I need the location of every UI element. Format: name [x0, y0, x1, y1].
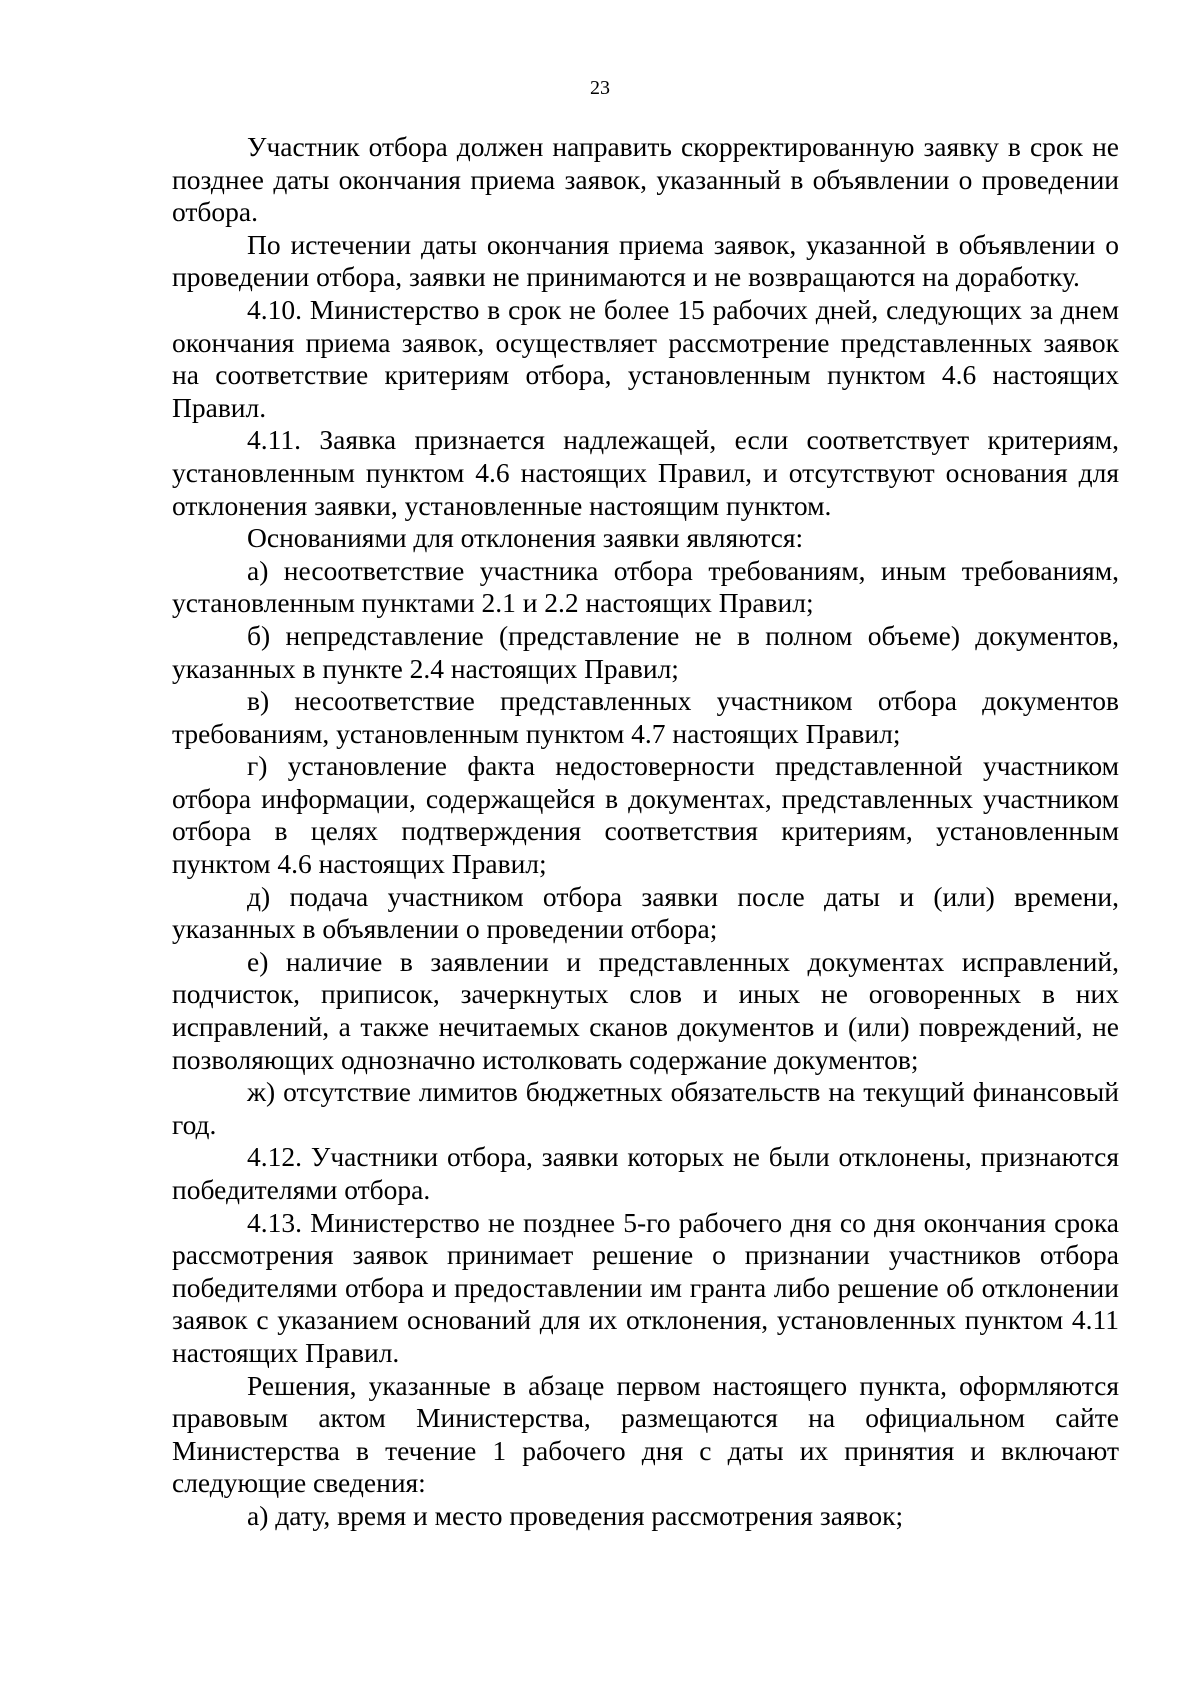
paragraph: По истечении даты окончания приема заявок, указанной в объявлении о проведении отбора, заявки не принимаются и не возвращаются на доработку. — [172, 228, 1119, 293]
list-item-d: д) подача участником отбора заявки после даты и (или) времени, указанных в объявлении о проведении отбора; — [172, 880, 1119, 945]
list-item-e: е) наличие в заявлении и представленных документах исправлений, подчисток, приписок, зачеркнутых слов и иных не оговоренных в них исправлений, а также нечитаемых сканов документов и (или) повреждений, не позволяющих однозначно истолковать содержание документов; — [172, 945, 1119, 1075]
list-item-b: б) непредставление (представление не в полном объеме) документов, указанных в пункте 2.4 настоящих Правил; — [172, 619, 1119, 684]
paragraph-item-4-11: 4.11. Заявка признается надлежащей, если соответствует критериям, установленным пунктом 4.6 настоящих Правил, и отсутствуют основания для отклонения заявки, установленные настоящим пунктом. — [172, 424, 1119, 521]
list-item-v: в) несоответствие представленных участником отбора документов требованиям, установленным пунктом 4.7 настоящих Правил; — [172, 685, 1119, 749]
document-body — [172, 131, 1119, 1533]
paragraph: Решения, указанные в абзаце первом настоящего пункта, оформляются правовым актом Министерства, размещаются на официальном сайте Министерства в течение 1 рабочего дня с даты их принятия и включают следующие сведения: — [172, 1369, 1119, 1499]
paragraph-item-4-13: 4.13. Министерство не позднее 5-го рабочего дня со дня окончания срока рассмотрения заявок принимает решение о признании участников отбора победителями отбора и предоставлении им гранта либо решение об отклонении заявок с указанием оснований для их отклонения, установленных пунктом 4.11 настоящих Правил. — [172, 1206, 1119, 1368]
list-item-zh: ж) отсутствие лимитов бюджетных обязательств на текущий финансовый год. — [172, 1076, 1119, 1140]
paragraph-item-4-12: 4.12. Участники отбора, заявки которых не были отклонены, признаются победителями отбора. — [172, 1141, 1119, 1205]
page-number: 23 — [590, 77, 610, 99]
list-item-g: г) установление факта недостоверности представленной участником отбора информации, содержащейся в документах, представленных участником отбора в целях подтверждения соответствия критериям, установленным пунктом 4.6 настоящих Правил; — [172, 750, 1119, 880]
paragraph-item-4-10: 4.10. Министерство в срок не более 15 рабочих дней, следующих за днем окончания приема заявок, осуществляет рассмотрение представленных заявок на соответствие критериям отбора, установленным пунктом 4.6 настоящих Правил. — [172, 293, 1119, 423]
paragraph: Участник отбора должен направить скорректированную заявку в срок не позднее даты окончания приема заявок, указанный в объявлении о проведении отбора. — [172, 131, 1119, 228]
list-item-a: а) несоответствие участника отбора требованиям, иным требованиям, установленным пунктами 2.1 и 2.2 настоящих Правил; — [172, 554, 1119, 619]
paragraph: Основаниями для отклонения заявки являются: — [247, 522, 804, 554]
list-item-a: а) дату, время и место проведения рассмотрения заявок; — [247, 1499, 904, 1531]
